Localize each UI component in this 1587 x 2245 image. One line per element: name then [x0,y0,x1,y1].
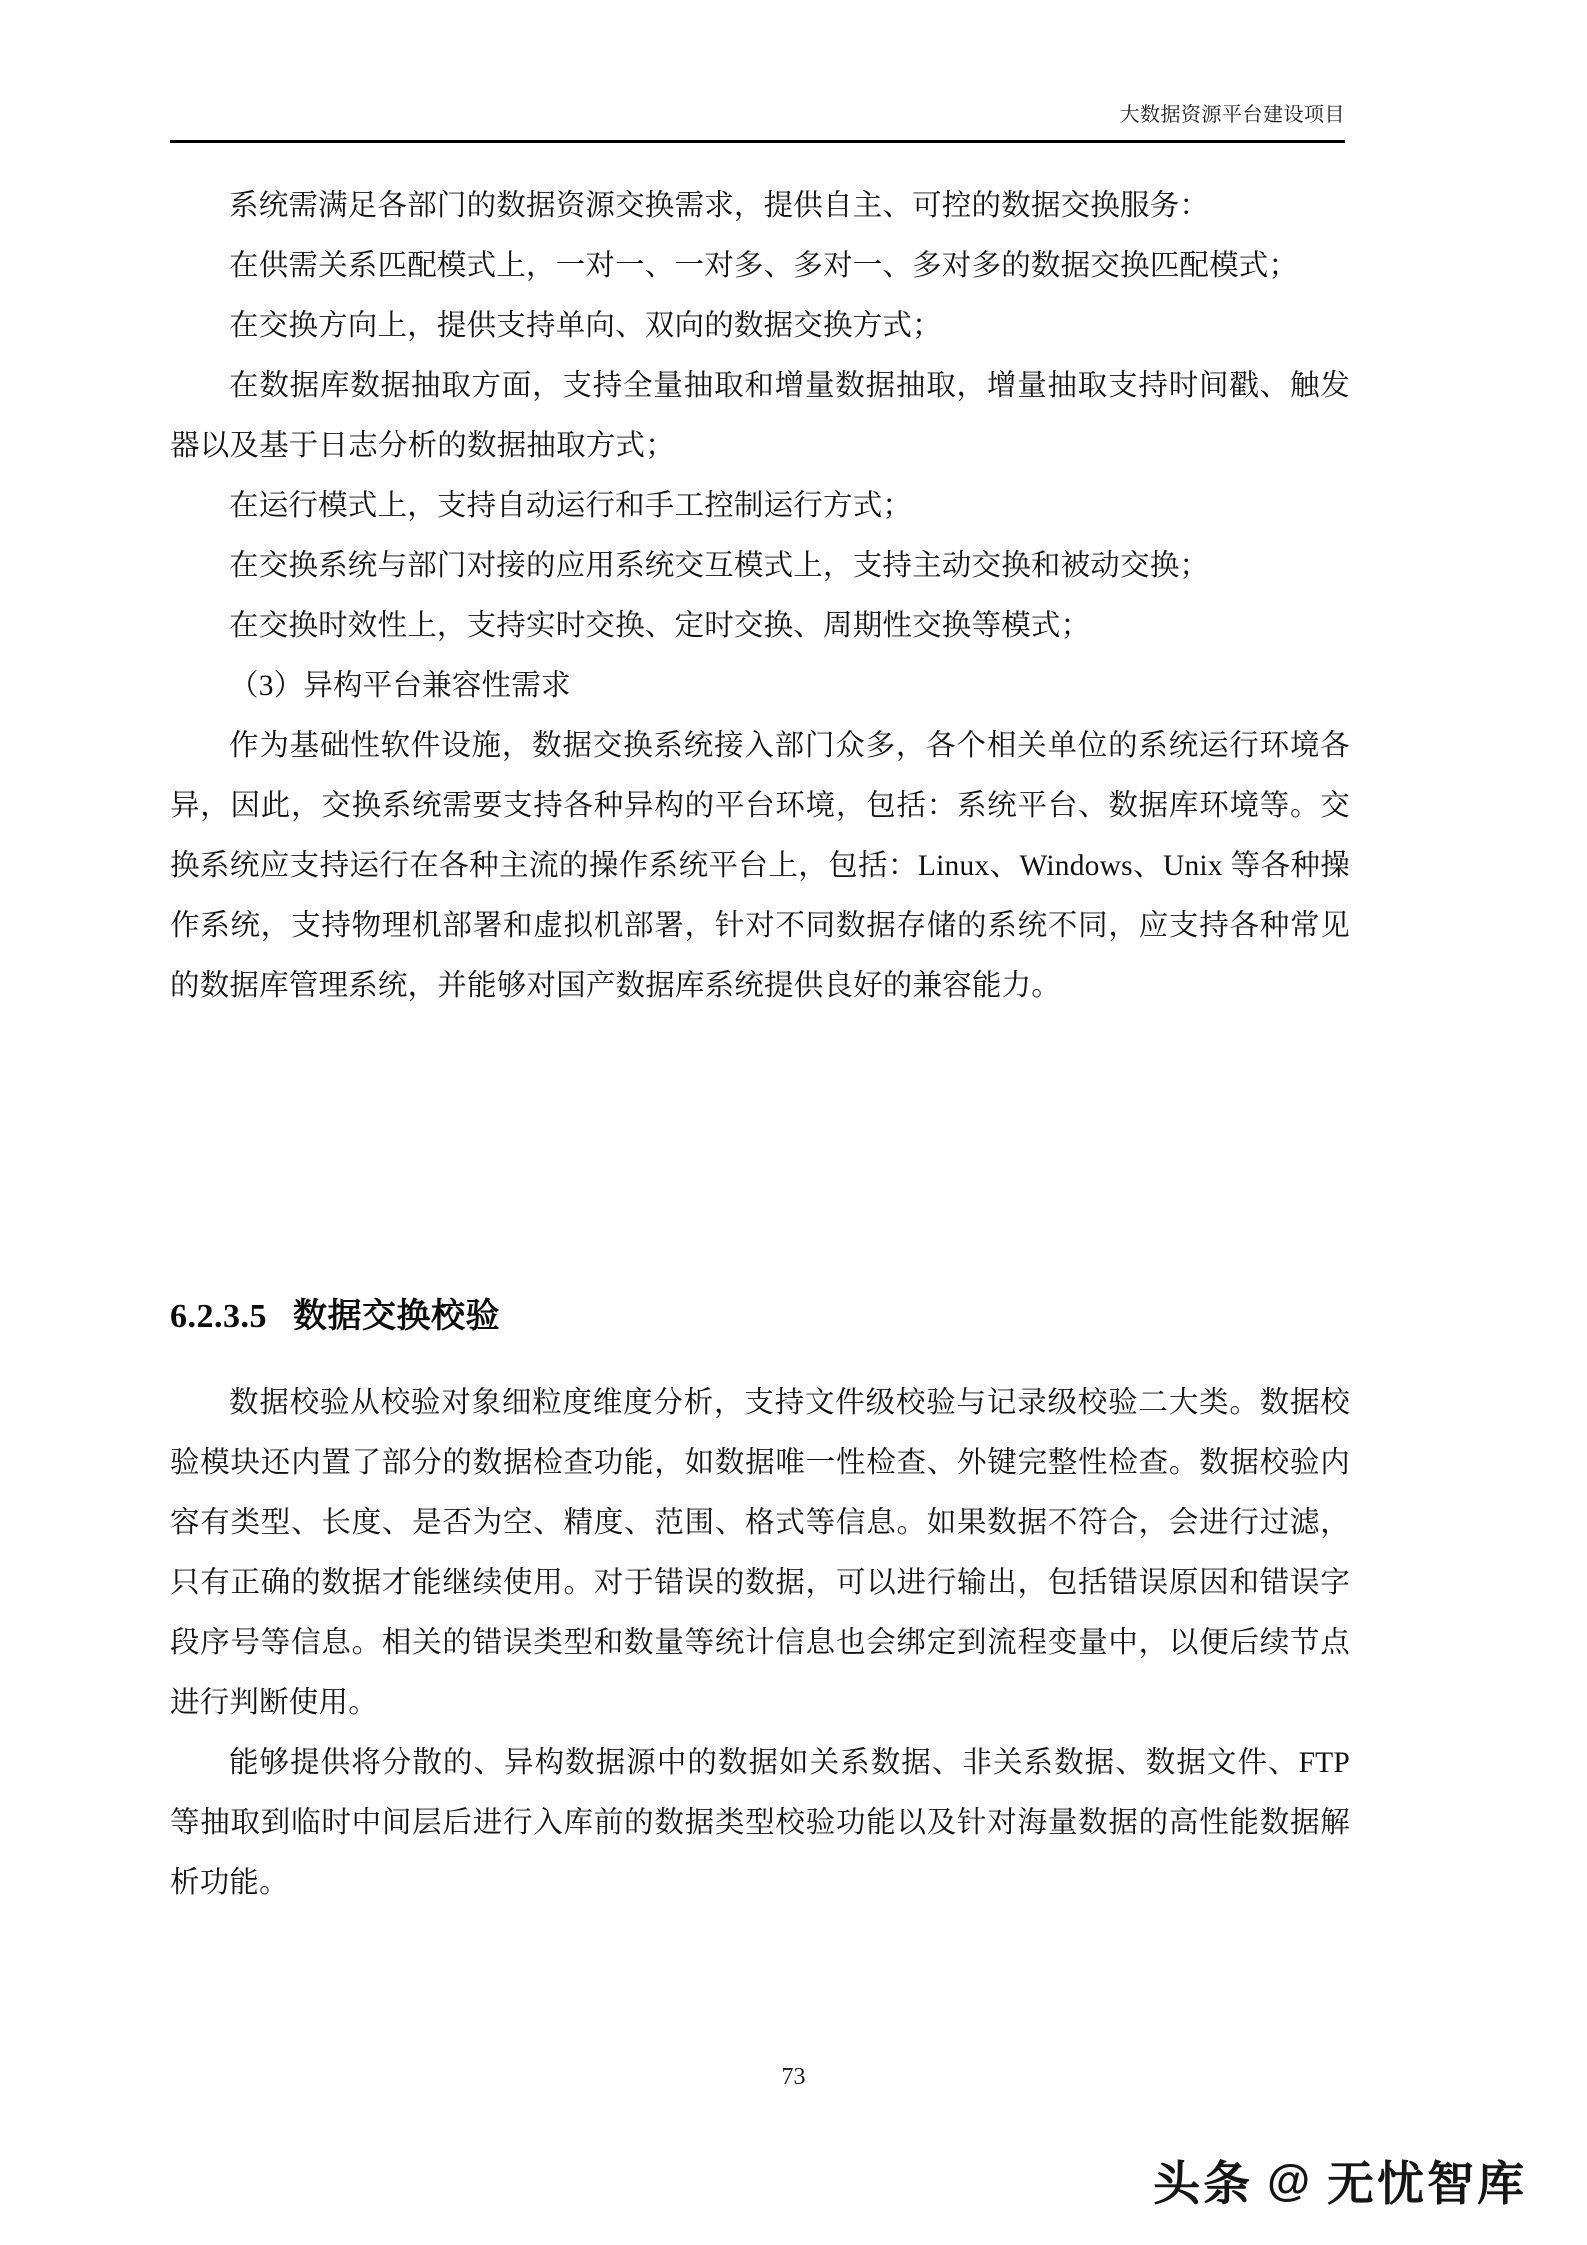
paragraph: 数据校验从校验对象细粒度维度分析，支持文件级校验与记录级校验二大类。数据校验模块还内置了部分的数据检查功能，如数据唯一性检查、外键完整性检查。数据校验内容有类型、长度、是否为空、精度、范围、格式等信息。如果数据不符合，会进行过滤，只有正确的数据才能继续使用。对于错误的数据，可以进行输出，包括错误原因和错误字段序号等信息。相关的错误类型和数量等统计信息也会绑定到流程变量中，以便后续节点进行判断使用。 [170,1387,1350,1719]
paragraph: 在交换方向上，提供支持单向、双向的数据交换方式； [229,310,942,342]
paragraph: 在运行模式上，支持自动运行和手工控制运行方式； [229,490,913,522]
watermark-brand: 头条 [1153,2157,1254,2210]
watermark [1153,2147,1527,2214]
paragraph: 在数据库数据抽取方面，支持全量抽取和增量数据抽取，增量抽取支持时间戳、触发器以及基于日志分析的数据抽取方式； [170,370,1350,462]
paragraph: 系统需满足各部门的数据资源交换需求，提供自主、可控的数据交换服务： [229,190,1210,222]
paragraph: 能够提供将分散的、异构数据源中的数据如关系数据、非关系数据、数据文件、FTP 等抽取到临时中间层后进行入库前的数据类型校验功能以及针对海量数据的高性能数据解析功能。 [170,1747,1350,1899]
section-number: 6.2.3.5 [170,1298,267,1335]
paragraph: 在供需关系匹配模式上，一对一、一对多、多对一、多对多的数据交换匹配模式； [229,250,1299,282]
page-number: 73 [781,2064,806,2090]
section-heading [170,1288,500,1337]
document-body-lower [170,1373,1350,1913]
paragraph: 在交换时效性上，支持实时交换、定时交换、周期性交换等模式； [229,610,1091,642]
watermark-at-symbol: @ [1267,2155,1313,2205]
paragraph: 在交换系统与部门对接的应用系统交互模式上，支持主动交换和被动交换； [229,550,1210,582]
paragraph: 作为基础性软件设施，数据交换系统接入部门众多，各个相关单位的系统运行环境各异，因此，交换系统需要支持各种异构的平台环境，包括：系统平台、数据库环境等。交换系统应支持运行在各种主流的操作系统平台上，包括：Linux、Windows、Unix 等各种操作系统，支持物理机部署和虚拟机部署，针对不同数据存储的系统不同，应支持各种常见的数据库管理系统，并能够对国产数据库系统提供良好的兼容能力。 [170,730,1350,1002]
document-body-upper [170,176,1350,1016]
paragraph-list-label: （3）异构平台兼容性需求 [229,670,571,702]
header-divider [170,140,1345,143]
watermark-account: 无忧智库 [1327,2157,1527,2210]
page-header-title: 大数据资源平台建设项目 [1119,104,1345,126]
section-title: 数据交换校验 [293,1298,500,1335]
